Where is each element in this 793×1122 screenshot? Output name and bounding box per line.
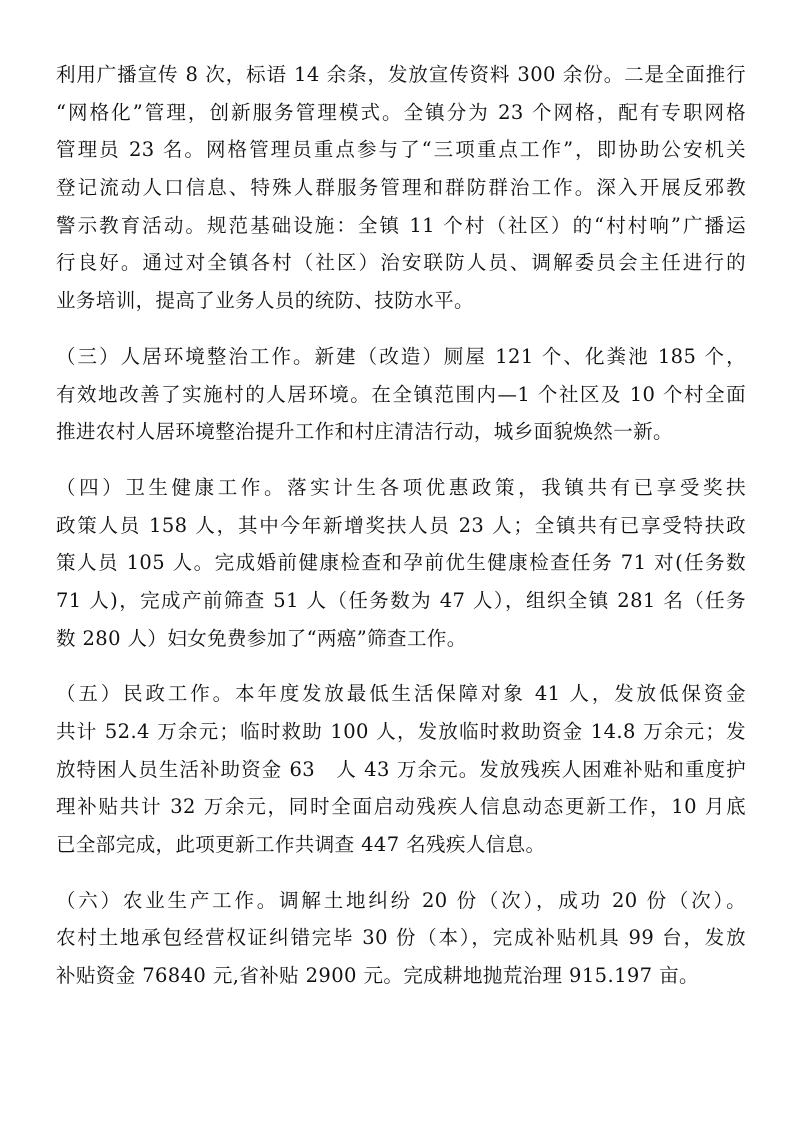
text-line: 政策人员 158 人，其中今年新增奖扶人员 23 人；全镇共有已享受特扶政	[56, 513, 746, 537]
text-line: 推进农村人居环境整治提升工作和村庄清洁行动，城乡面貌焕然一新。	[56, 420, 673, 444]
document-page	[56, 56, 746, 995]
paragraph-3	[56, 469, 746, 657]
text-line: 行良好。通过对全镇各村（社区）治安联防人员、调解委员会主任进行的	[56, 251, 746, 275]
text-line: 已全部完成，此项更新工作共调查 447 名残疾人信息。	[56, 833, 546, 857]
text-line: （四）卫生健康工作。落实计生各项优惠政策，我镇共有已享受奖扶	[56, 475, 746, 499]
text-line: 农村土地承包经营权证纠错完毕 30 份（本），完成补贴机具 99 台，发放	[56, 926, 746, 950]
paragraph-1	[56, 56, 746, 320]
text-line: 理补贴共计 32 万余元，同时全面启动残疾人信息动态更新工作，10 月底	[56, 795, 746, 819]
paragraph-5	[56, 882, 746, 995]
text-line: “网格化”管理，创新服务管理模式。全镇分为 23 个网格，配有专职网格	[56, 100, 746, 124]
text-line: （六）农业生产工作。调解土地纠纷 20 份（次），成功 20 份（次）。	[56, 888, 746, 912]
text-line: （五）民政工作。本年度发放最低生活保障对象 41 人，发放低保资金	[56, 682, 746, 706]
text-line: 数 280 人）妇女免费参加了“两癌”筛查工作。	[56, 626, 467, 650]
paragraph-2	[56, 338, 746, 451]
text-line: 业务培训，提高了业务人员的统防、技防水平。	[56, 289, 474, 313]
text-line: （三）人居环境整治工作。新建（改造）厕屋 121 个、化粪池 185 个，	[56, 344, 746, 368]
text-line: 利用广播宣传 8 次，标语 14 余条，发放宣传资料 300 余份。二是全面推行	[56, 63, 746, 86]
text-line: 策人员 105 人。完成婚前健康检查和孕前优生健康检查任务 71 对(任务数	[56, 551, 746, 575]
text-line: 登记流动人口信息、特殊人群服务管理和群防群治工作。深入开展反邪教	[56, 176, 746, 200]
text-line: 71 人)，完成产前筛查 51 人（任务数为 47 人），组织全镇 281 名（任务	[56, 588, 746, 612]
paragraph-4	[56, 675, 746, 863]
text-line: 放特困人员生活补助资金 63 人 43 万余元。发放残疾人困难补贴和重度护	[56, 757, 746, 781]
text-line: 补贴资金 76840 元,省补贴 2900 元。完成耕地抛荒治理 915.197 亩。	[56, 964, 699, 988]
text-line: 共计 52.4 万余元；临时救助 100 人，发放临时救助资金 14.8 万余元；发	[56, 720, 746, 743]
text-line: 管理员 23 名。网格管理员重点参与了“三项重点工作”，即协助公安机关	[56, 138, 746, 162]
text-line: 有效地改善了实施村的人居环境。在全镇范围内—1 个社区及 10 个村全面	[56, 382, 746, 406]
text-line: 警示教育活动。规范基础设施：全镇 11 个村（社区）的“村村响”广播运	[56, 213, 746, 237]
